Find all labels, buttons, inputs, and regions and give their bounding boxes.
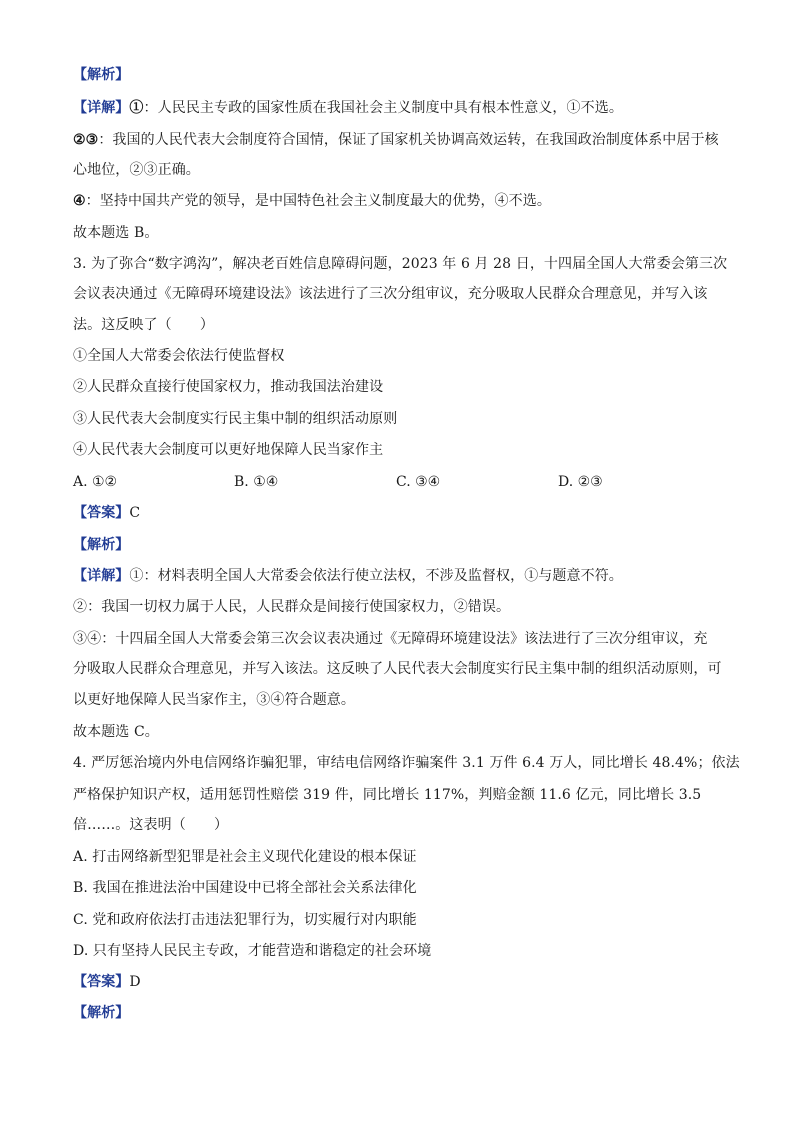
detail-tag: 【详解】 [73,100,130,116]
q3-item-2: ②人民群众直接行使国家权力，推动我国法治建设 [73,379,384,395]
q4-answer-value: D [129,974,141,990]
q3-detail-line-1 [73,567,723,585]
q3-conclusion: 故本题选 C。 [73,724,159,740]
q3-detail-line-1-text: ①：材料表明全国人大常委会依法行使立法权，不涉及监督权，①与题意不符。 [129,568,623,584]
detail-line-1-label: ① [129,100,144,116]
q3-detail-line-3: ③④：十四届全国人大常委会第三次会议表决通过《无障碍环境建设法》该法进行了三次分组审议，充 [73,631,708,647]
detail-line-3-text: 心地位，②③正确。 [73,162,200,178]
detail-line-4-text: ：坚持中国共产党的领导，是中国特色社会主义制度最大的优势，④不选。 [85,193,551,209]
q3-detail-line-5: 以更好地保障人民当家作主，③④符合题意。 [73,692,355,708]
q3-answer-tag: 【答案】 [73,505,130,521]
q4-option-a: A. 打击网络新型犯罪是社会主义现代化建设的根本保证 [73,849,417,865]
q3-item-4: ④人民代表大会制度可以更好地保障人民当家作主 [73,442,384,458]
q4-stem-line-1: 4. 严厉惩治境内外电信网络诈骗犯罪，审结电信网络诈骗案件 3.1 万件 6.4 万人，同比增长 48.4%；依法 [73,755,740,771]
q4-option-c: C. 党和政府依法打击违法犯罪行为，切实履行对内职能 [73,912,417,928]
q4-option-b: B. 我国在推进法治中国建设中已将全部社会关系法律化 [73,880,417,896]
q3-item-3: ③人民代表大会制度实行民主集中制的组织活动原则 [73,411,398,427]
detail-line-3 [73,161,723,179]
q3-item-1: ①全国人大常委会依法行使监督权 [73,348,285,364]
q4-answer-tag: 【答案】 [73,974,130,990]
detail-line-2 [73,131,723,149]
q3-answer-value: C [129,505,141,521]
q3-analysis-heading [73,536,723,554]
q4-stem-line-2: 严格保护知识产权，适用惩罚性赔偿 319 件，同比增长 117%，判赔金额 11.6 亿元，同比增长 3.5 [73,787,702,803]
analysis-tag: 【解析】 [73,67,130,83]
q3-answer [73,504,723,522]
q3-option-d: D. ②③ [558,474,603,490]
detail-line-4 [73,192,723,210]
detail-line-4-label: ④ [73,193,86,209]
detail-line-2-label: ②③ [73,132,99,148]
q3-detail-line-4: 分吸取人民群众合理意见，并写入该法。这反映了人民代表大会制度实行民主集中制的组织活动原则，可 [73,661,722,677]
detail-line-2-text: ：我国的人民代表大会制度符合国情，保证了国家机关协调高效运转，在我国政治制度体系中居于核 [98,132,719,148]
q4-analysis-heading [73,1004,723,1022]
q3-option-a: A. ①② [73,474,118,490]
conclusion-text: 故本题选 B。 [73,225,159,241]
detail-line-1-text: ：人民民主专政的国家性质在我国社会主义制度中具有根本性意义，①不选。 [143,100,623,116]
q3-analysis-tag: 【解析】 [73,537,130,553]
q4-stem-line-3: 倍……。这表明（ ） [73,817,229,833]
q3-option-c: C. ③④ [396,474,441,490]
q3-stem-line-2: 会议表决通过《无障碍环境建设法》该法进行了三次分组审议，充分吸取人民群众合理意见，并写入该 [73,286,708,302]
detail-line-1 [73,99,723,117]
q3-stem-line-1: 3. 为了弥合“数字鸿沟”，解决老百姓信息障碍问题，2023 年 6 月 28 日，十四届全国人大常委会第三次 [73,256,728,272]
analysis-heading [73,66,723,84]
q4-answer [73,973,723,991]
conclusion-line [73,224,723,242]
q3-detail-line-2: ②：我国一切权力属于人民，人民群众是间接行使国家权力，②错误。 [73,599,511,615]
q3-detail-tag: 【详解】 [73,568,130,584]
q3-stem-line-3: 法。这反映了（ ） [73,317,214,333]
q3-option-b: B. ①④ [234,474,279,490]
q4-analysis-tag: 【解析】 [73,1005,130,1021]
q4-option-d: D. 只有坚持人民民主专政，才能营造和谐稳定的社会环境 [73,943,432,959]
